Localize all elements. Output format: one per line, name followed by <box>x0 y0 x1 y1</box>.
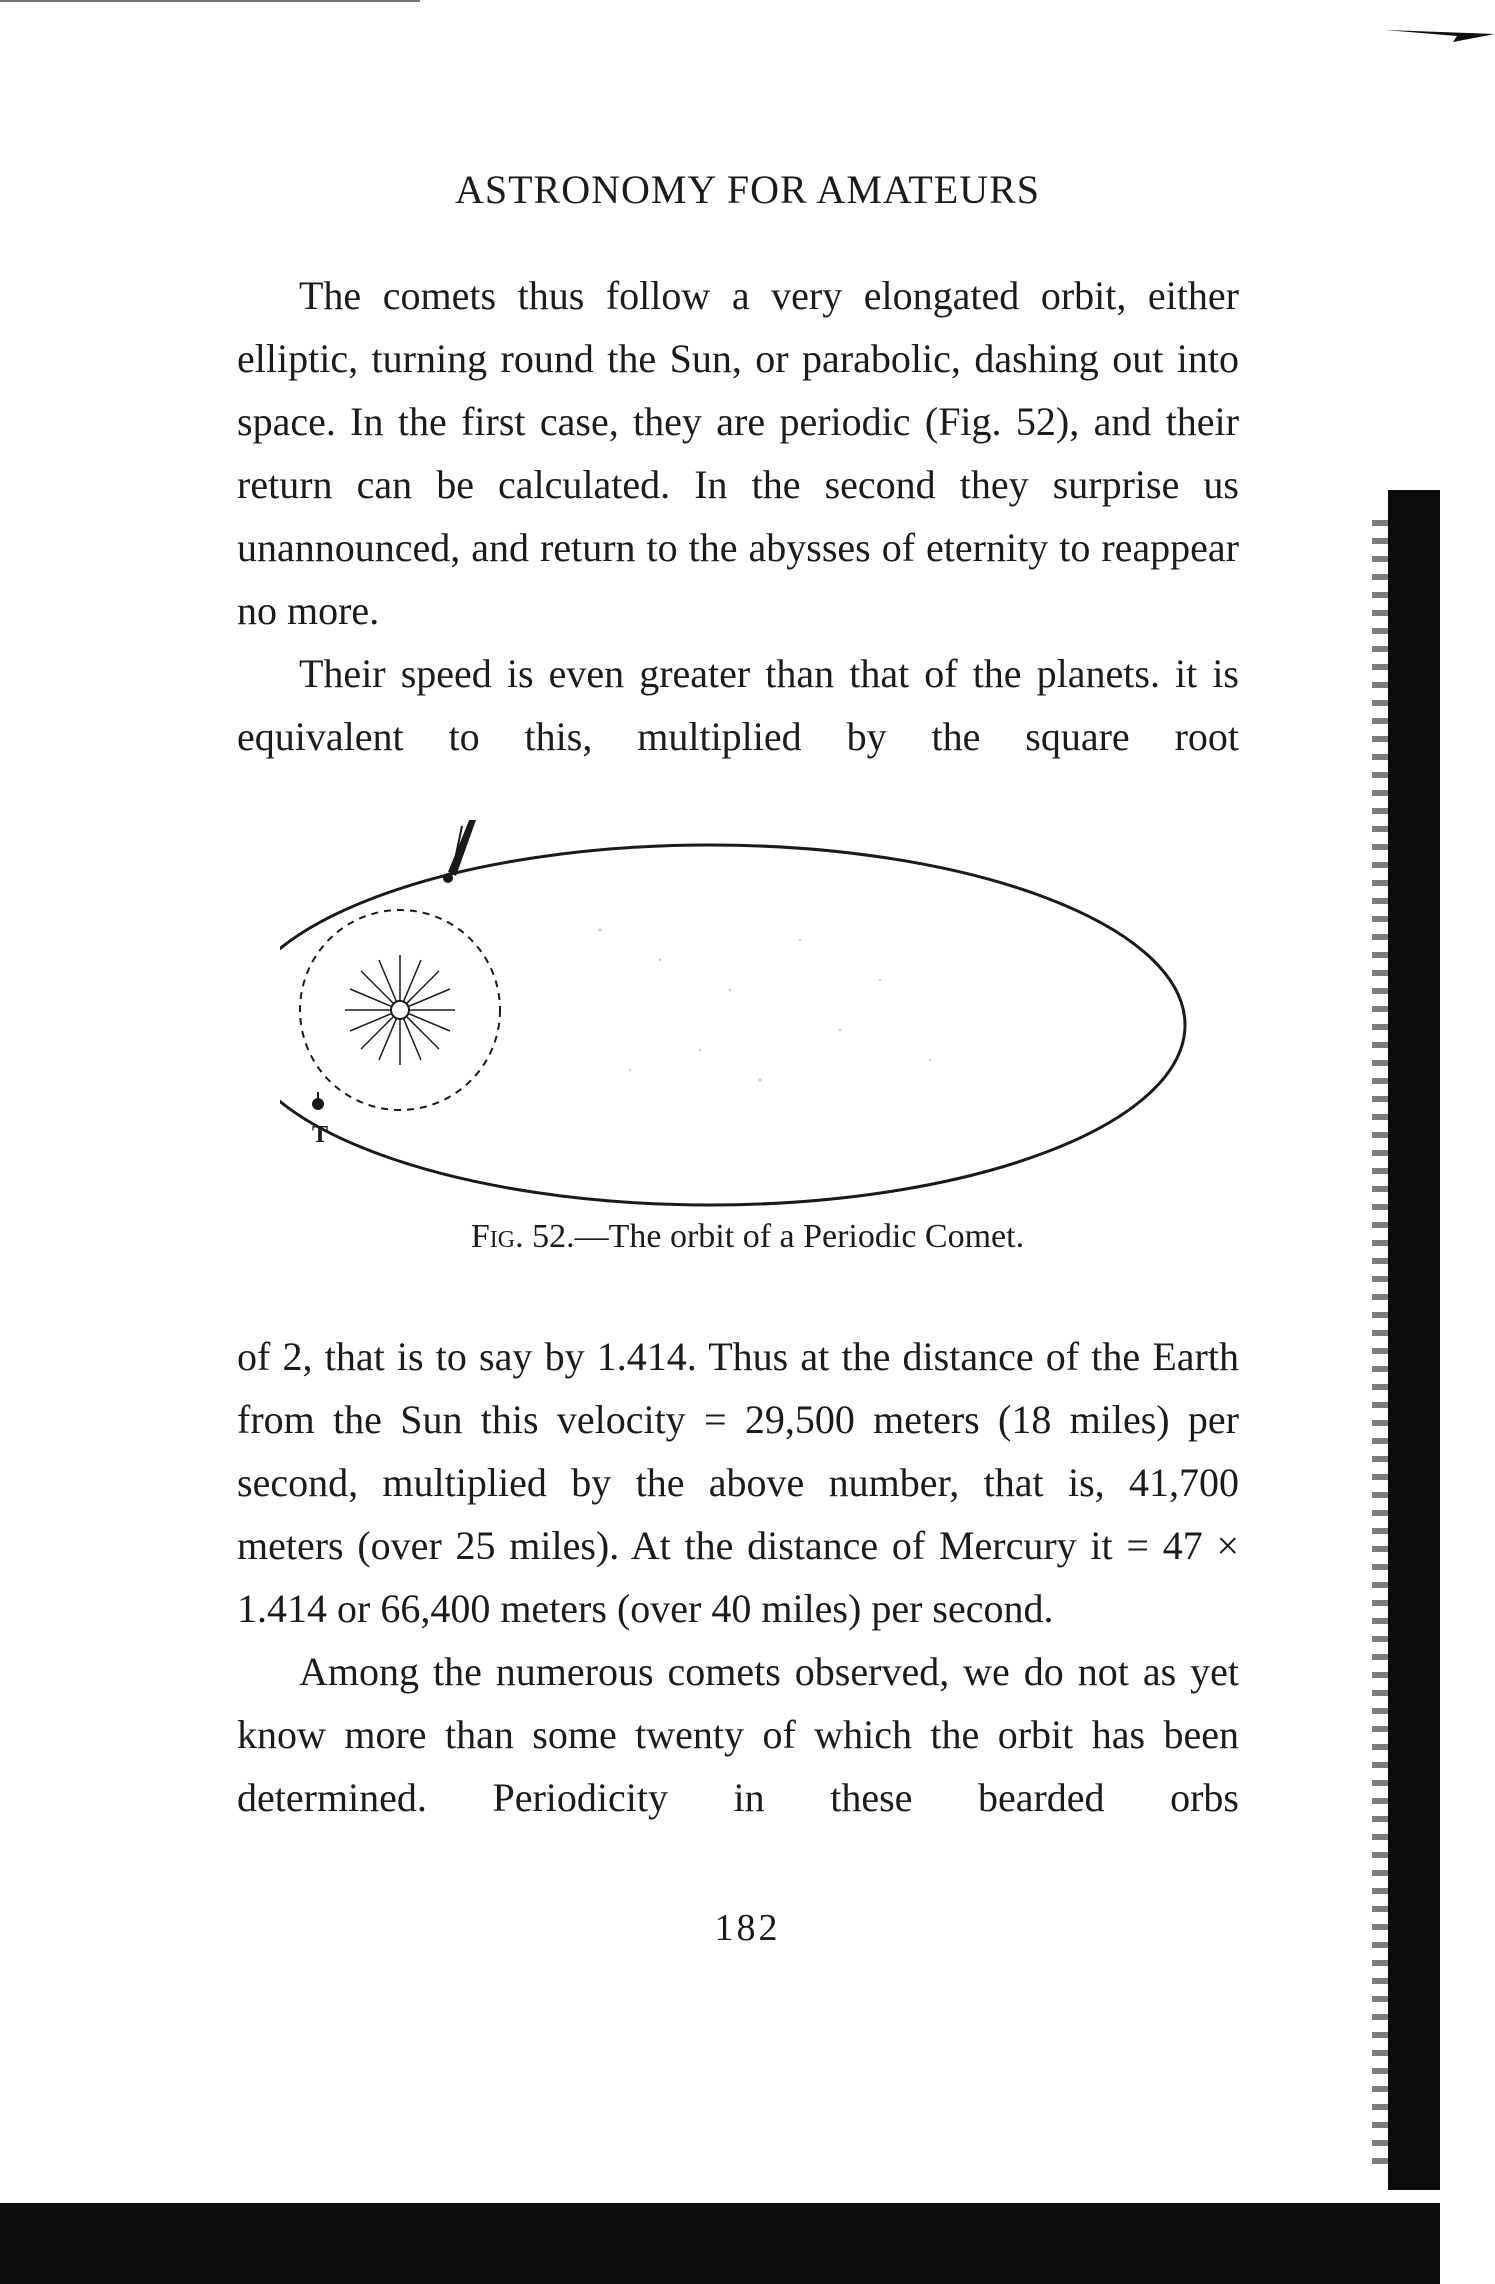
scan-corner-mark <box>1385 24 1495 64</box>
sun-icon <box>345 955 455 1065</box>
paragraph: The comets thus follow a very elongated orbit, either elliptic, turning round the Sun, or parabolic, dashing out into space. In the first case, they are periodic (Fig. 52), and their return can be calculated. In the second they surprise us unannounced, and return to the abysses of eternity to reappear no more. <box>237 273 1239 633</box>
paper-speckle <box>599 929 932 1082</box>
figure-caption <box>0 1218 1495 1256</box>
scan-edge-line <box>0 0 420 2</box>
earth-icon <box>312 1092 324 1110</box>
running-header: ASTRONOMY FOR AMATEURS <box>454 167 1041 212</box>
page-number: 182 <box>714 1907 781 1949</box>
paragraph: Among the numerous comets observed, we do not as yet know more than some twenty of which the orbit has been determined. Periodicity in these bearded orbs <box>237 1649 1239 1820</box>
body-text-bottom <box>237 1325 1239 1829</box>
earth-label: T <box>312 1122 329 1148</box>
body-text-top <box>237 264 1239 768</box>
figure-comet-orbit <box>280 820 1200 1240</box>
orbit-diagram <box>280 820 1200 1240</box>
figure-label: Fig. 52. <box>470 1218 575 1255</box>
figure-caption-text: —The orbit of a Periodic Comet. <box>574 1218 1025 1255</box>
paragraph: of 2, that is to say by 1.414. Thus at the distance of the Earth from the Sun this velocity = 29,500 meters (18 miles) per second, multiplied by the above number, that is, 41,700 meters (over 25 miles). At the distance of Mercury it = 47 × 1.414 or 66,400 meters (over 40 miles) per second. <box>237 1334 1239 1631</box>
scan-shadow-bottom <box>0 2203 1440 2284</box>
paragraph: Their speed is even greater than that of the planets. it is equivalent to this, multiplied by the square root <box>237 651 1239 759</box>
